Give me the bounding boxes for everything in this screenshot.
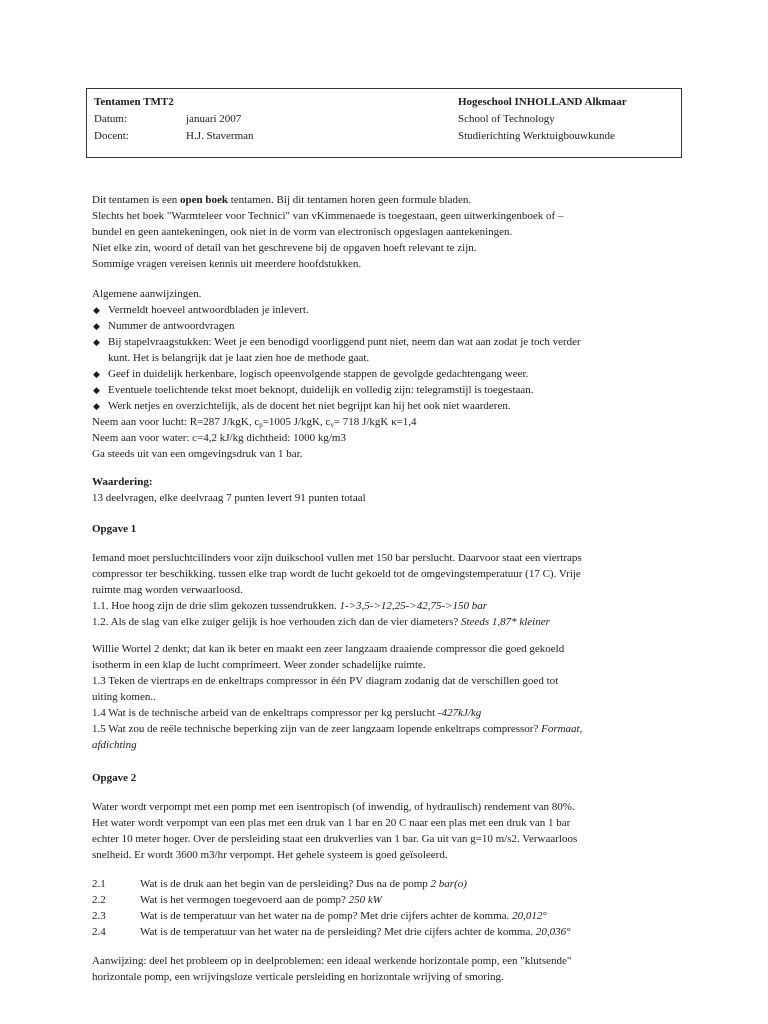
answer-text: 250 kW: [348, 894, 382, 906]
hint-line: horizontale pomp, een wrijvingsloze verticale persleiding en horizontale wrijving of smoring.: [92, 971, 504, 983]
air-text: =1005 J/kgK, c: [262, 416, 331, 428]
opgave2-heading: Opgave 2: [92, 772, 137, 784]
list-item: [92, 399, 692, 415]
diamond-bullet-icon: ◆: [93, 385, 100, 395]
intro-line: [92, 193, 692, 209]
question-2-4: [92, 925, 692, 941]
answer-continuation: afdichting: [92, 739, 137, 751]
ambient-pressure: Ga steeds uit van een omgevingsdruk van 1 bar.: [92, 448, 303, 460]
diamond-bullet-icon: ◆: [93, 305, 100, 315]
paragraph-line: Willie Wortel 2 denkt; dat kan ik beter en maakt een zeer langzaam draaiende compressor die goed gekoeld: [92, 643, 565, 655]
date-value: januari 2007: [186, 113, 242, 125]
list-item: [92, 335, 692, 351]
opgave1-section: [92, 522, 692, 754]
paragraph-line: ruimte mag worden verwaarloosd.: [92, 584, 243, 596]
teacher-row: [94, 129, 434, 146]
intro-line: Sommige vragen vereisen kennis uit meerdere hoofdstukken.: [92, 258, 362, 270]
question-text: 1.1. Hoe hoog zijn de drie slim gekozen tussendrukken.: [92, 600, 340, 612]
school-name: Hogeschool INHOLLAND Alkmaar: [458, 96, 627, 108]
diamond-bullet-icon: ◆: [93, 321, 100, 331]
list-item-text: Vermeldt hoeveel antwoordbladen je inlevert.: [108, 304, 309, 316]
grading-section: [92, 475, 692, 507]
question-text: Wat is het vermogen toegevoerd aan de pomp?: [140, 894, 349, 906]
question-2-3: [92, 909, 692, 925]
date-row: [94, 112, 434, 129]
open-book-emphasis: open boek: [179, 194, 228, 206]
diamond-bullet-icon: ◆: [93, 337, 100, 347]
subscript-p: p: [259, 421, 263, 429]
question-text: Wat is de druk aan het begin van de persleiding? Dus na de pomp: [140, 878, 431, 890]
question-number: 2.2: [92, 894, 106, 906]
grading-text: 13 deelvragen, elke deelvraag 7 punten levert 91 punten totaal: [92, 492, 366, 504]
paragraph-line: snelheid. Er wordt 3600 m3/hr verpompt. Het gehele systeem is goed geïsoleerd.: [92, 849, 448, 861]
question-2-2: [92, 893, 692, 909]
exam-title: Tentamen TMT2: [94, 96, 174, 108]
intro-text: tentamen. Bij dit tentamen horen geen formule bladen.: [227, 194, 472, 206]
paragraph-line: isotherm in een klap de lucht comprimeert. Weer zonder schadelijke ruimte.: [92, 659, 426, 671]
intro-text: Dit tentamen is een: [92, 194, 180, 206]
list-item: [92, 319, 692, 335]
question-text: 1.5 Wat zou de reële technische beperking zijn van de zeer langzaam lopende enkeltraps compressor?: [92, 723, 542, 735]
question-1-3-cont: uiting komen..: [92, 691, 156, 703]
question-1-3: 1.3 Teken de viertraps en de enkeltraps compressor in één PV diagram zodanig dat de verschillen goed tot: [92, 675, 559, 687]
answer-text: 2 bar(o): [430, 878, 467, 890]
question-number: 2.3: [92, 910, 106, 922]
paragraph-line: compressor ter beschikking. tussen elke trap wordt de lucht gekoeld tot de omgevingstemperatuur (17 C). Vrije: [92, 568, 581, 580]
answer-text: Steeds 1,87* kleiner: [461, 616, 550, 628]
teacher-value: H.J. Staverman: [186, 130, 254, 142]
answer-text: -427kJ/kg: [437, 707, 482, 719]
program-name: Studierichting Werktuigbouwkunde: [458, 130, 615, 142]
question-1-5: [92, 722, 692, 738]
paragraph-line: Het water wordt verpompt van een plas met een druk van 1 bar en 20 C naar een plas met een druk van 1 bar: [92, 817, 571, 829]
header-box: [86, 88, 682, 158]
diamond-bullet-icon: ◆: [93, 401, 100, 411]
water-properties: Neem aan voor water: c=4,2 kJ/kg dichtheid: 1000 kg/m3: [92, 432, 346, 444]
air-properties: [92, 415, 692, 431]
question-number: 2.4: [92, 926, 106, 938]
intro-line: Niet elke zin, woord of detail van het geschrevene bij de opgaven hoeft relevant te zijn.: [92, 242, 477, 254]
faculty-name: School of Technology: [458, 113, 555, 125]
air-text: = 718 J/kgK κ=1,4: [333, 416, 417, 428]
question-1-2: [92, 615, 692, 631]
intro-line: Slechts het boek "Warmteleer voor Technici" van vKimmenaede is toegestaan, geen uitwerkingenboek of –: [92, 210, 564, 222]
paragraph-line: echter 10 meter hoger. Over de persleiding staat een drukverlies van 1 bar. Ga uit van g=10 m/s2. Verwaarloos: [92, 833, 578, 845]
list-item-text: Geef in duidelijk herkenbare, logisch opeenvolgende stappen de gevolgde gedachtengang weer.: [108, 368, 529, 380]
grading-heading: Waardering:: [92, 476, 153, 488]
question-text: Wat is de temperatuur van het water na de pomp? Met drie cijfers achter de komma.: [140, 910, 513, 922]
instruction-list: [92, 303, 692, 415]
list-item-text: Nummer de antwoordvragen: [108, 320, 235, 332]
list-item-continuation: kunt. Het is belangrijk dat je laat zien hoe de methode gaat.: [108, 352, 370, 364]
answer-text: Formaat,: [541, 723, 583, 735]
header-left: [94, 95, 434, 146]
list-item: [92, 367, 692, 383]
list-item: [92, 303, 692, 319]
question-text: Wat is de temperatuur van het water na de persleiding? Met drie cijfers achter de komma.: [140, 926, 536, 938]
general-section: [92, 287, 692, 463]
general-heading: Algemene aanwijzingen.: [92, 288, 202, 300]
answer-text: 1->3,5->12,25->42,75->150 bar: [339, 600, 488, 612]
question-1-1: [92, 599, 692, 615]
question-text: 1.2. Als de slag van elke zuiger gelijk is hoe verhouden zich dan de vier diameters?: [92, 616, 461, 628]
paragraph-line: Water wordt verpompt met een pomp met een isentropisch (of inwendig, of hydraulisch) rendement van 80%.: [92, 801, 575, 813]
header-right: [458, 95, 678, 146]
intro-section: [92, 193, 692, 273]
opgave2-section: [92, 771, 692, 986]
list-item-text: Bij stapelvraagstukken: Weet je een benodigd voorliggend punt niet, neem dan wat aan zodat je toch verder: [108, 336, 581, 348]
teacher-label: Docent:: [94, 130, 129, 142]
paragraph-line: Iemand moet persluchtcilinders voor zijn duikschool vullen met 150 bar perslucht. Daarvoor staat een viertraps: [92, 552, 582, 564]
answer-text: 20,036°: [535, 926, 571, 938]
question-2-1: [92, 877, 692, 893]
opgave1-heading: Opgave 1: [92, 523, 137, 535]
date-label: Datum:: [94, 113, 127, 125]
diamond-bullet-icon: ◆: [93, 369, 100, 379]
list-item-text: Eventuele toelichtende tekst moet beknopt, duidelijk en volledig zijn: telegramstijl is toegestaan.: [108, 384, 534, 396]
question-number: 2.1: [92, 878, 106, 890]
hint-line: Aanwijzing: deel het probleem op in deelproblemen: een ideaal werkende horizontale pomp, een "klutsende": [92, 955, 572, 967]
question-1-4: [92, 706, 692, 722]
list-item: [92, 383, 692, 399]
question-text: 1.4 Wat is de technische arbeid van de enkeltraps compressor per kg perslucht: [92, 707, 438, 719]
list-item-text: Werk netjes en overzichtelijk, als de docent het niet begrijpt kan hij het ook niet waarderen.: [108, 400, 511, 412]
air-text: Neem aan voor lucht: R=287 J/kgK, c: [92, 416, 260, 428]
answer-text: 20,012°: [512, 910, 547, 922]
subscript-v: v: [330, 421, 334, 429]
intro-line: bundel en geen aantekeningen, ook niet in de vorm van electronisch opgeslagen aantekeningen.: [92, 226, 513, 238]
